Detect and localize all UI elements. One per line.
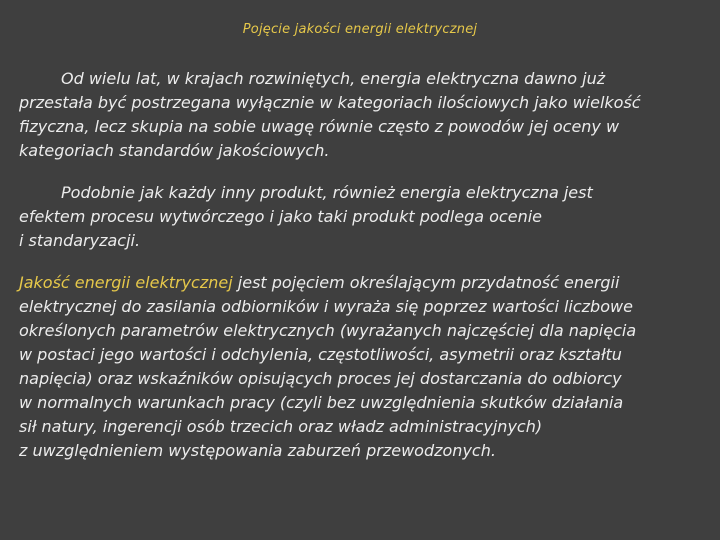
paragraph-line: w normalnych warunkach pracy (czyli bez uwzględnienia skutków działania xyxy=(19,393,624,412)
paragraph-product xyxy=(19,181,709,253)
paragraph-line: określonych parametrów elektrycznych (wyrażanych najczęściej dla napięcia xyxy=(19,321,637,340)
paragraph-line: napięcia) oraz wskaźników opisujących proces jej dostarczania do odbiorcy xyxy=(19,369,622,388)
paragraph-line: jest pojęciem określającym przydatność energii xyxy=(232,273,620,292)
paragraph-definition xyxy=(19,271,709,463)
highlighted-term: Jakość energii elektrycznej xyxy=(19,273,233,292)
paragraph-intro xyxy=(19,67,709,163)
paragraph-line: elektrycznej do zasilania odbiorników i wyraża się poprzez wartości liczbowe xyxy=(19,297,633,316)
paragraph-line: Podobnie jak każdy inny produkt, również energia elektryczna jest xyxy=(61,183,593,202)
paragraph-line: z uwzględnieniem występowania zaburzeń przewodzonych. xyxy=(19,441,496,460)
paragraph-line: i standaryzacji. xyxy=(19,231,141,250)
paragraph-line: efektem procesu wytwórczego i jako taki produkt podlega ocenie xyxy=(19,207,542,226)
paragraph-line: sił natury, ingerencji osób trzecich oraz władz administracyjnych) xyxy=(19,417,543,436)
paragraph-line: Od wielu lat, w krajach rozwiniętych, energia elektryczna dawno już xyxy=(61,69,606,88)
paragraph-line: fizyczna, lecz skupia na sobie uwagę równie często z powodów jej oceny w xyxy=(19,117,620,136)
paragraph-line: w postaci jego wartości i odchylenia, częstotliwości, asymetrii oraz kształtu xyxy=(19,345,622,364)
slide-title: Pojęcie jakości energii elektrycznej xyxy=(242,22,478,37)
paragraph-line: kategoriach standardów jakościowych. xyxy=(19,141,330,160)
paragraph-line: przestała być postrzegana wyłącznie w kategoriach ilościowych jako wielkość xyxy=(19,93,641,112)
